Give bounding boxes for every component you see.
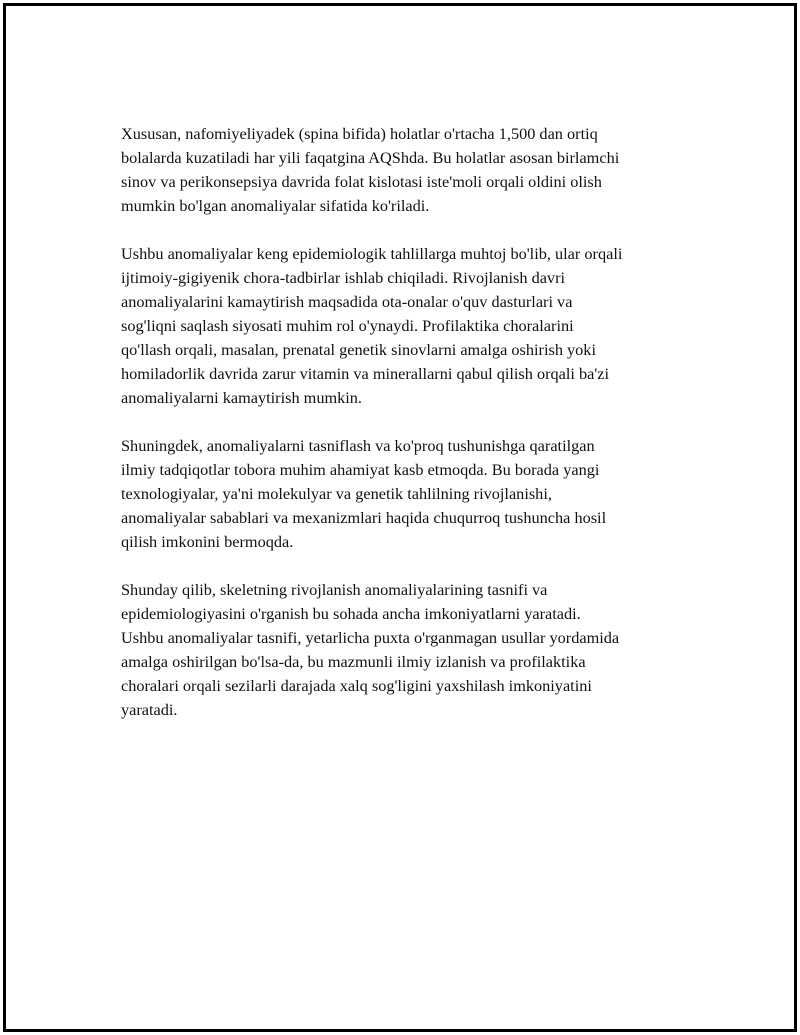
text-line: qo'llash orqali, masalan, prenatal genetik sinovlarni amalga oshirish yoki [121, 340, 596, 359]
text-line: sinov va perikonsepsiya davrida folat kislotasi iste'moli orqali oldini olish [121, 172, 602, 191]
paragraph-2 [121, 242, 711, 410]
text-line: yaratadi. [121, 700, 178, 719]
text-line: anomaliyalarini kamaytirish maqsadida ota-onalar o'quv dasturlari va [121, 292, 573, 311]
paragraph-3 [121, 434, 711, 554]
text-line: texnologiyalar, ya'ni molekulyar va genetik tahlilning rivojlanishi, [121, 484, 552, 503]
text-line: anomaliyalarni kamaytirish mumkin. [121, 388, 362, 407]
text-line: ilmiy tadqiqotlar tobora muhim ahamiyat kasb etmoqda. Bu borada yangi [121, 460, 600, 479]
paragraph-1 [121, 122, 711, 218]
text-line: Ushbu anomaliyalar keng epidemiologik tahlillarga muhtoj bo'lib, ular orqali [121, 244, 623, 263]
page-frame [3, 3, 797, 1032]
text-line: Ushbu anomaliyalar tasnifi, yetarlicha puxta o'rganmagan usullar yordamida [121, 628, 620, 647]
text-line: qilish imkonini bermoqda. [121, 532, 294, 551]
paragraph-4 [121, 578, 711, 722]
text-line: homiladorlik davrida zarur vitamin va minerallarni qabul qilish orqali ba'zi [121, 364, 610, 383]
text-line: choralari orqali sezilarli darajada xalq sog'ligini yaxshilash imkoniyatini [121, 676, 592, 695]
text-line: Shunday qilib, skeletning rivojlanish anomaliyalarining tasnifi va [121, 580, 548, 599]
text-line: mumkin bo'lgan anomaliyalar sifatida ko'riladi. [121, 196, 430, 215]
text-line: ijtimoiy-gigiyenik chora-tadbirlar ishlab chiqiladi. Rivojlanish davri [121, 268, 566, 287]
text-line: epidemiologiyasini o'rganish bu sohada ancha imkoniyatlarni yaratadi. [121, 604, 581, 623]
text-line: anomaliyalar sabablari va mexanizmlari haqida chuqurroq tushuncha hosil [121, 508, 607, 527]
text-line: amalga oshirilgan bo'lsa-da, bu mazmunli ilmiy izlanish va profilaktika [121, 652, 586, 671]
text-line: Shuningdek, anomaliyalarni tasniflash va ko'proq tushunishga qaratilgan [121, 436, 595, 455]
document-body [121, 122, 711, 746]
text-line: sog'liqni saqlash siyosati muhim rol o'ynaydi. Profilaktika choralarini [121, 316, 574, 335]
text-line: bolalarda kuzatiladi har yili faqatgina AQShda. Bu holatlar asosan birlamchi [121, 148, 620, 167]
text-line: Xususan, nafomiyeliyadek (spina bifida) holatlar o'rtacha 1,500 dan ortiq [121, 124, 598, 143]
